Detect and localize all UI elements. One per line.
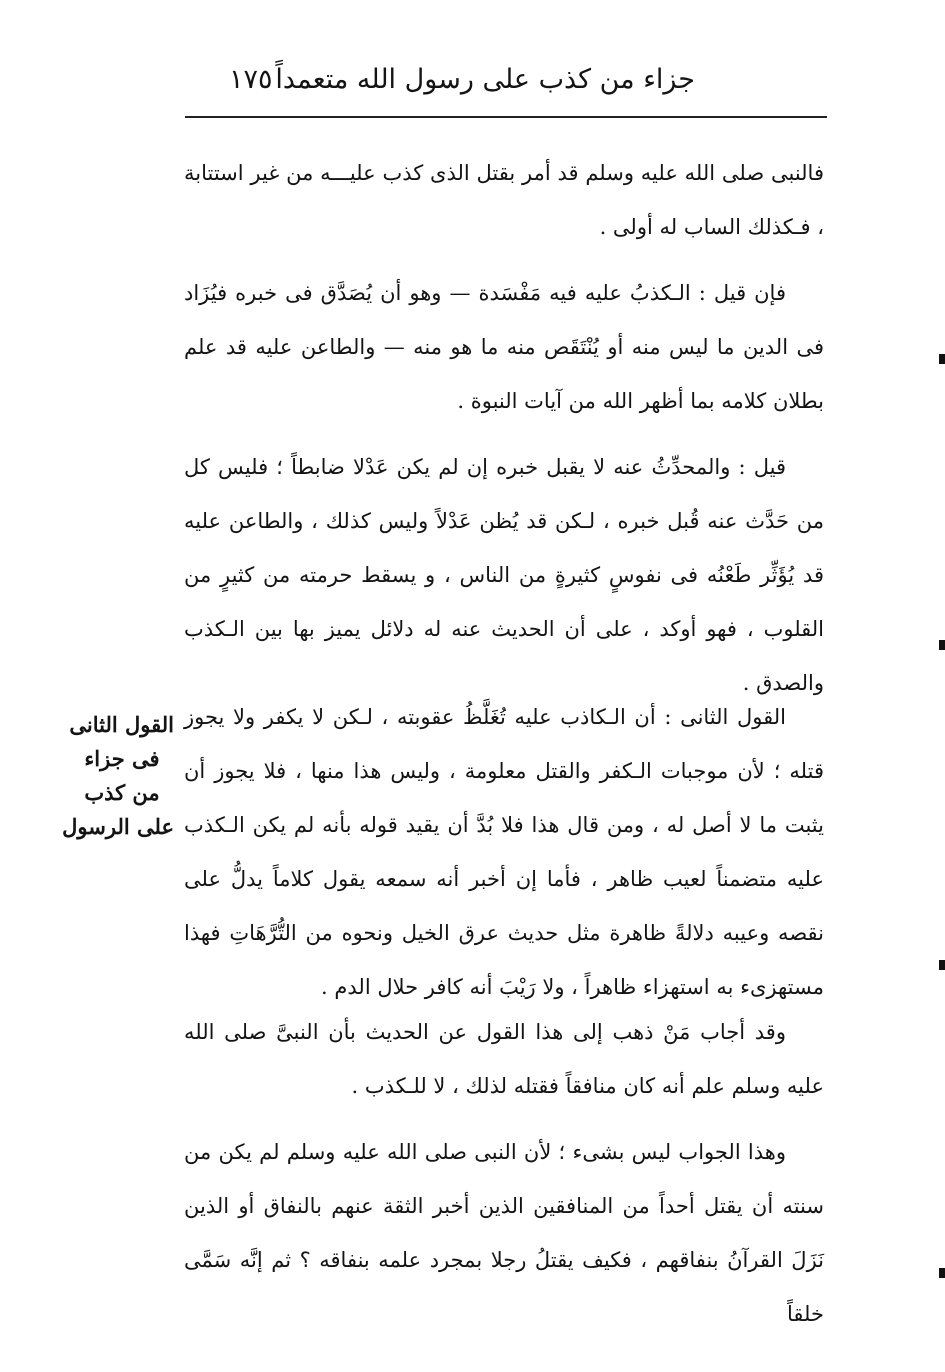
margin-note [62, 708, 174, 844]
edge-scan-mark [939, 354, 945, 364]
paragraph-content: وقد أجاب مَنْ ذهب إلى هذا القول عن الحديث بأن النبىَّ صلى الله عليه وسلم علم أنه كان منافقاً فقتله لذلك ، لا للـكذب . [184, 1020, 824, 1098]
edge-scan-mark [939, 640, 945, 650]
margin-note-line: فى جزاء [84, 746, 160, 771]
margin-note-line: من كذب [84, 780, 160, 805]
margin-note-line: على الرسول [62, 814, 174, 839]
paragraph-2 [184, 266, 824, 428]
paragraph-content: القول الثانى : أن الـكاذب عليه تُغَلَّظُ عقوبته ، لـكن لا يكفر ولا يجوز قتله ؛ لأن موجبات الـكفر والقتل معلومة ، وليس هذا منها ، فلا يجوز أن يثبت ما لا أصل له ، ومن قال هذا فلا بُدَّ أن يقيد قوله بأنه لم يكن الـكذب عليه متضمناً لعيب ظاهر ، فأما إن أخبر أنه سمعه يقول كلاماً يدلُّ على نقصه وعيبه دلالةً ظاهرة مثل حديث عرق الخيل ونحوه من التُّرَّهَاتِ فهذا مستهزىء به استهزاء ظاهراً ، ولا رَيْبَ أنه كافر حلال الدم . [184, 705, 824, 999]
margin-note-line: القول الثانى [69, 712, 174, 737]
paragraph-text [184, 266, 824, 428]
paragraph-3 [184, 440, 824, 710]
page-number: ١٧٥ [229, 64, 273, 95]
paragraph-content: فإن قيل : الـكذبُ عليه فيه مَفْسَدة — وهو أن يُصَدَّق فى خبره فيُزَاد فى الدين ما ليس منه أو يُنْتَقَص منه ما هو منه — والطاعن عليه قد علم بطلان كلامه بما أظهر الله من آيات النبوة . [184, 281, 824, 413]
paragraph-content: وهذا الجواب ليس بشىء ؛ لأن النبى صلى الله عليه وسلم لم يكن من سنته أن يقتل أحداً من المنافقين الذين أخبر الثقة عنهم بالنفاق أو الذين نَزَلَ القرآنُ بنفاقهم ، فكيف يقتلُ رجلا بمجرد علمه بنفاقه ؟ ثم إنَّه سَمَّى خلقاً [184, 1140, 824, 1326]
paragraph-6 [184, 1125, 824, 1341]
header-title: جزاء من كذب على رسول الله متعمداً [275, 64, 695, 95]
paragraph-text [184, 440, 824, 710]
paragraph-text [184, 1005, 824, 1113]
paragraph-text [184, 1125, 824, 1341]
paragraph-5 [184, 1005, 824, 1113]
running-header [185, 64, 825, 112]
paragraph-1 [184, 146, 824, 254]
paragraph-text [184, 690, 824, 1014]
header-rule [185, 116, 827, 118]
edge-scan-mark [939, 1268, 945, 1278]
paragraph-4 [184, 690, 824, 1014]
edge-scan-mark [939, 960, 945, 970]
paragraph-content: قيل : والمحدِّثُ عنه لا يقبل خبره إن لم يكن عَدْلا ضابطاً ؛ فليس كل من حَدَّث عنه قُبل خبره ، لـكن قد يُظن عَدْلاً وليس كذلك ، والطاعن عليه قد يُؤَثِّر طَعْنُه فى نفوسٍ كثيرةٍ من الناس ، و يسقط حرمته من كثيرٍ من القلوب ، فهو أوكد ، على أن الحديث عنه له دلائل يميز بها بين الـكذب والصدق . [184, 455, 824, 695]
paragraph-text: فالنبى صلى الله عليه وسلم قد أمر بقتل الذى كذب عليـــه من غير استتابة ، فـكذلك الساب له أولى . [184, 161, 824, 239]
